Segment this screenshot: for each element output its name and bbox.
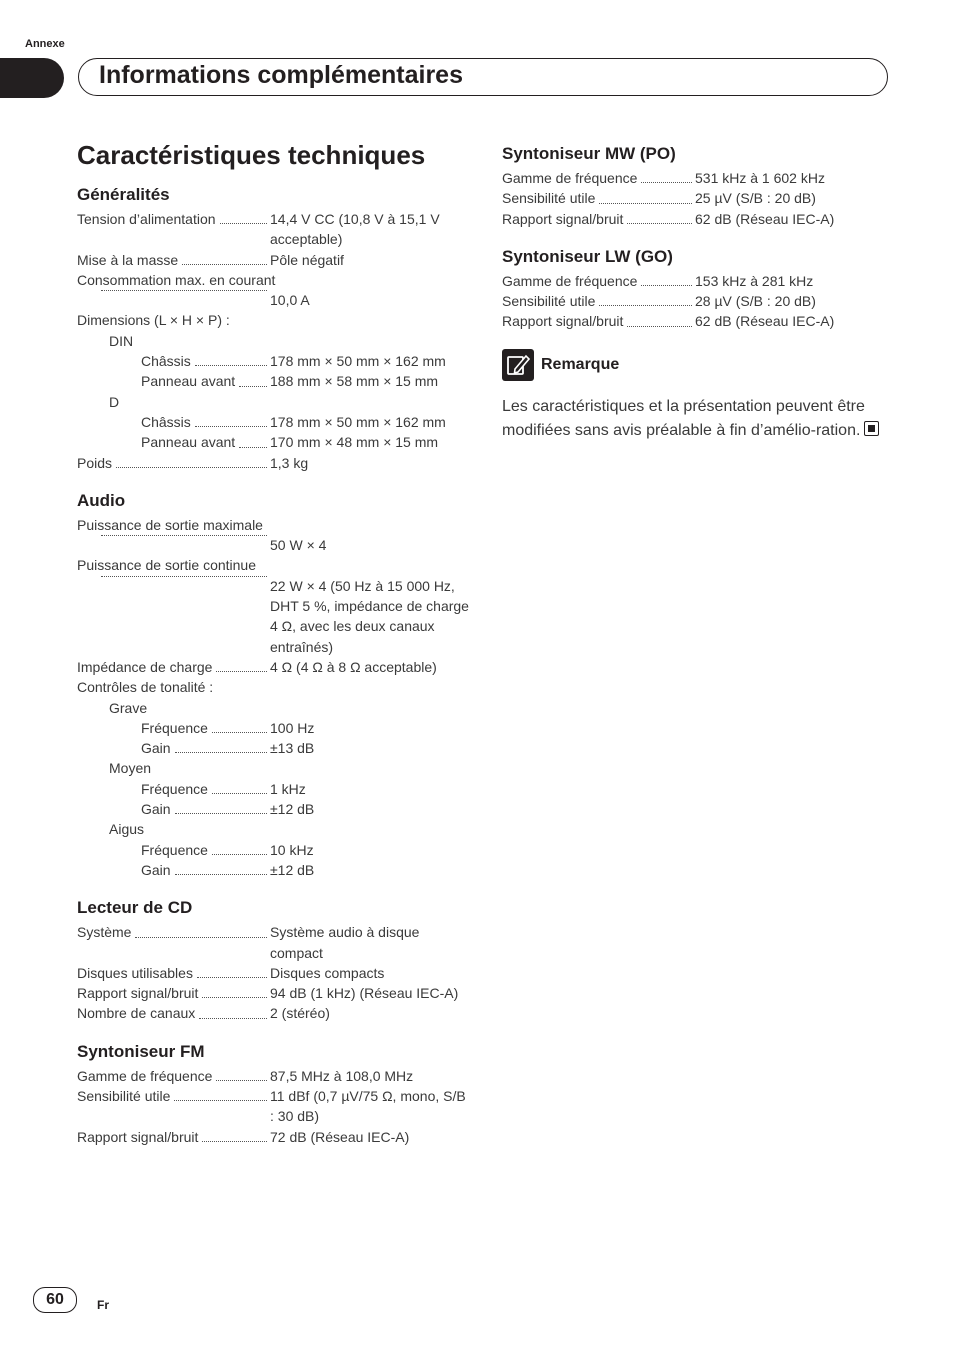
spec-section (77, 897, 472, 1023)
spec-heading: DIN (109, 332, 134, 349)
dot-leader (101, 290, 267, 291)
spec-value: 153 kHz à 281 kHz (695, 272, 814, 289)
section-title: Syntoniseur FM (77, 1041, 205, 1061)
spec-row (77, 453, 472, 473)
spec-label: Tension d’alimentation (77, 211, 216, 227)
spec-row (502, 311, 892, 331)
spec-label: Rapport signal/bruit (502, 210, 624, 227)
dot-leader (195, 426, 267, 427)
spec-row (77, 1003, 472, 1023)
spec-heading: Grave (109, 699, 148, 716)
spec-value: 10 kHz (270, 841, 314, 858)
spec-row (77, 250, 472, 270)
spec-row (502, 291, 892, 311)
spec-heading: Aigus (109, 821, 145, 838)
spec-value: ±12 dB (270, 861, 315, 878)
spec-value: 25 µV (S/B : 20 dB) (695, 190, 816, 207)
spec-value: 1,3 kg (270, 454, 309, 471)
dot-leader (239, 386, 267, 387)
dot-leader (199, 1018, 267, 1019)
section-title: Syntoniseur LW (GO) (502, 246, 673, 266)
spec-label: Rapport signal/bruit (77, 1128, 199, 1145)
spec-label: Châssis (141, 353, 191, 370)
chapter-tab (0, 58, 64, 98)
dot-leader (101, 535, 267, 536)
spec-label: Sensibilité utile (502, 190, 596, 207)
dot-leader (195, 365, 267, 366)
dot-leader (220, 223, 267, 224)
dot-leader (175, 874, 267, 875)
spec-value: 10,0 A (270, 292, 310, 309)
spec-label: Panneau avant (141, 373, 236, 390)
section-title: Lecteur de CD (77, 898, 193, 918)
dot-leader (182, 264, 267, 265)
spec-label: Gain (141, 740, 171, 757)
spec-value: 50 W × 4 (270, 537, 327, 554)
dot-leader (212, 793, 267, 794)
spec-label: Rapport signal/bruit (502, 313, 624, 330)
spec-value: 62 dB (Réseau IEC-A) (695, 210, 835, 227)
spec-value: 188 mm × 58 mm × 15 mm (270, 373, 439, 390)
spec-section (77, 1041, 472, 1147)
spec-value: 11 dBf (0,7 µV/75 Ω, mono, S/B : 30 dB) (270, 1087, 466, 1125)
right-column (502, 143, 892, 443)
spec-row (77, 209, 472, 250)
spec-label: Fréquence (141, 841, 208, 858)
spec-row (77, 840, 472, 860)
section-title: Audio (77, 490, 126, 510)
spec-value: 28 µV (S/B : 20 dB) (695, 293, 816, 310)
spec-label: Sensibilité utile (502, 293, 596, 310)
spec-value: 531 kHz à 1 602 kHz (695, 170, 825, 186)
spec-label: Poids (77, 454, 113, 471)
spec-heading: Consommation max. en courant (77, 271, 276, 288)
spec-row (77, 290, 472, 310)
spec-value: ±13 dB (270, 740, 315, 757)
dot-leader (627, 223, 692, 224)
spec-label: Fréquence (141, 780, 208, 797)
spec-label: Système (77, 924, 132, 941)
spec-value: 100 Hz (270, 719, 315, 736)
spec-value: ±12 dB (270, 801, 315, 818)
spec-value: 14,4 V CC (10,8 V à 15,1 V acceptable) (270, 211, 440, 248)
spec-row (77, 799, 472, 819)
spec-label: Gamme de fréquence (502, 272, 638, 289)
spec-row (77, 963, 472, 983)
spec-heading: Puissance de sortie maximale (77, 516, 263, 533)
spec-label: Gain (141, 861, 171, 878)
spec-section (77, 184, 472, 473)
spec-label: Impédance de charge (77, 658, 213, 675)
dot-leader (627, 326, 692, 327)
left-column (77, 184, 472, 1164)
spec-label: Rapport signal/bruit (77, 985, 199, 1002)
spec-row (502, 168, 892, 188)
spec-value: 2 (stéréo) (270, 1005, 330, 1022)
note-text (502, 395, 892, 443)
dot-leader (202, 997, 267, 998)
spec-row (77, 535, 472, 555)
spec-row (77, 1086, 472, 1127)
note-header (502, 349, 892, 381)
dot-leader (216, 1080, 267, 1081)
dot-leader (216, 671, 267, 672)
spec-label: Fréquence (141, 719, 208, 736)
section-title: Généralités (77, 185, 170, 204)
spec-value: 22 W × 4 (50 Hz à 15 000 Hz, DHT 5 %, impédance de charge 4 Ω, avec les deux canaux entraînés) (270, 577, 469, 655)
spec-row (77, 432, 472, 452)
dot-leader (116, 467, 267, 468)
right-sections (502, 143, 892, 332)
spec-section (77, 490, 472, 880)
section-title: Syntoniseur MW (PO) (502, 144, 676, 163)
spec-row (77, 738, 472, 758)
spec-label: Mise à la masse (77, 251, 179, 268)
spec-heading: Dimensions (L × H × P) : (77, 312, 230, 329)
note-pencil-icon (502, 349, 534, 381)
spec-row (502, 271, 892, 291)
spec-label: Gain (141, 801, 171, 818)
spec-value: Pôle négatif (270, 251, 344, 268)
language-code: Fr (97, 1298, 109, 1312)
spec-value: 1 kHz (270, 780, 306, 797)
dot-leader (175, 752, 267, 753)
spec-label: Gamme de fréquence (502, 170, 638, 186)
dot-leader (174, 1100, 267, 1101)
end-mark-icon (864, 421, 879, 436)
spec-row (77, 371, 472, 391)
dot-leader (135, 937, 267, 938)
note-title: Remarque (541, 355, 620, 373)
spec-label: Gamme de fréquence (77, 1067, 213, 1084)
spec-value: 94 dB (1 kHz) (Réseau IEC-A) (270, 985, 459, 1002)
dot-leader (599, 305, 692, 306)
dot-leader (202, 1141, 267, 1142)
spec-value: 170 mm × 48 mm × 15 mm (270, 434, 439, 451)
spec-heading: Contrôles de tonalité : (77, 679, 214, 696)
spec-row (77, 983, 472, 1003)
spec-value: Système audio à disque compact (270, 924, 420, 961)
spec-row (77, 657, 472, 677)
dot-leader (101, 576, 267, 577)
dot-leader (175, 813, 267, 814)
spec-section (502, 246, 892, 332)
spec-row (77, 718, 472, 738)
spec-value: Disques compacts (270, 964, 385, 981)
dot-leader (212, 854, 267, 855)
spec-value: 87,5 MHz à 108,0 MHz (270, 1067, 414, 1084)
note-text-body: Les caractéristiques et la présentation peuvent être modifiées sans avis préalable à fin d’amélio-ration. (502, 397, 865, 439)
spec-label: Châssis (141, 413, 191, 430)
spec-heading: Moyen (109, 760, 152, 777)
spec-section (502, 143, 892, 229)
spec-row (77, 576, 472, 657)
dot-leader (197, 977, 267, 978)
dot-leader (212, 732, 267, 733)
header-title: Informations complémentaires (99, 61, 463, 89)
spec-row (77, 412, 472, 432)
page-number: 60 (33, 1287, 77, 1313)
spec-value: 62 dB (Réseau IEC-A) (695, 313, 835, 330)
spec-heading: D (109, 393, 120, 410)
spec-row (77, 779, 472, 799)
spec-label: Panneau avant (141, 434, 236, 451)
spec-row (502, 209, 892, 229)
spec-row (77, 351, 472, 371)
spec-row (77, 1066, 472, 1086)
spec-value: 178 mm × 50 mm × 162 mm (270, 353, 446, 370)
spec-label: Nombre de canaux (77, 1005, 196, 1022)
spec-heading: Puissance de sortie continue (77, 557, 256, 574)
spec-row (77, 922, 472, 963)
dot-leader (599, 203, 692, 204)
dot-leader (641, 285, 692, 286)
header-banner (78, 58, 888, 96)
dot-leader (641, 182, 692, 183)
dot-leader (239, 447, 267, 448)
section-label: Annexe (25, 38, 65, 50)
page-title: Caractéristiques techniques (77, 140, 426, 170)
spec-value: 178 mm × 50 mm × 162 mm (270, 413, 446, 430)
spec-row (77, 1127, 472, 1147)
spec-value: 72 dB (Réseau IEC-A) (270, 1128, 410, 1145)
spec-value: 4 Ω (4 Ω à 8 Ω acceptable) (270, 658, 437, 675)
spec-label: Disques utilisables (77, 964, 193, 981)
spec-row (502, 188, 892, 208)
spec-row (77, 860, 472, 880)
spec-label: Sensibilité utile (77, 1087, 171, 1104)
